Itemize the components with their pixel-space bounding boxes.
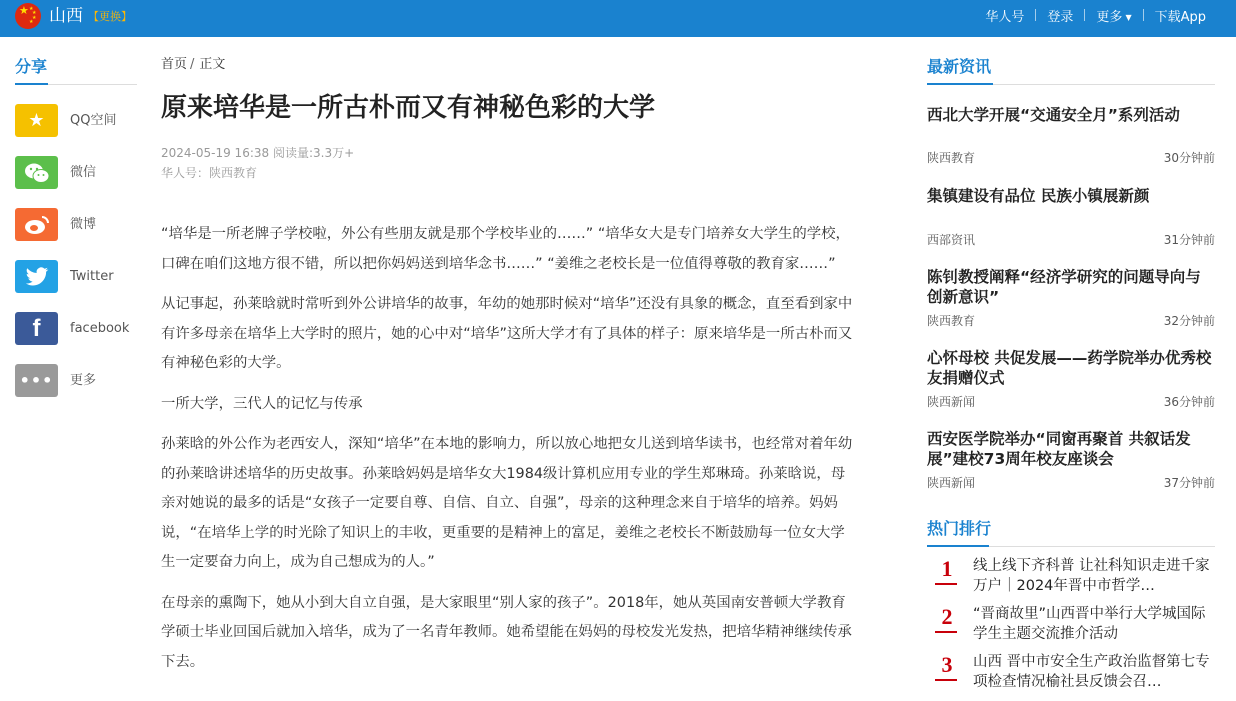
news-item-title: 陈钊教授阐释“经济学研究的问题导向与创新意识” (927, 268, 1201, 306)
article-title: 原来培华是一所古朴而又有神秘色彩的大学 (161, 93, 656, 123)
news-item-time: 30分钟前 (1163, 151, 1215, 165)
share-item-label: Twitter (70, 269, 114, 284)
news-item-source: 陕西新闻 (927, 476, 976, 490)
china-flag-icon: ★ ★ ★ ★ ★ (15, 3, 41, 29)
hot-item[interactable] (927, 653, 1215, 695)
share-title: 分享 (15, 57, 48, 76)
news-item[interactable] (927, 348, 1215, 409)
rank-underline (935, 679, 957, 681)
article-author[interactable]: 华人号：陕西教育 (161, 166, 258, 180)
hot-item[interactable] (927, 605, 1215, 647)
share-wechat-button[interactable] (15, 156, 140, 190)
hot-ranking-title: 热门排行 (927, 519, 992, 538)
weibo-icon (15, 208, 58, 241)
nav-divider (1143, 9, 1144, 21)
news-item-source: 陕西新闻 (927, 395, 976, 409)
chevron-down-icon: ▼ (1125, 12, 1132, 22)
news-item[interactable] (927, 429, 1215, 490)
rank-underline (935, 583, 957, 585)
news-item-time: 37分钟前 (1163, 476, 1215, 490)
share-item-label: 微博 (70, 217, 97, 232)
news-item-title: 集镇建设有品位 民族小镇展新颜 (927, 187, 1150, 205)
top-bar (0, 0, 1236, 37)
qzone-icon: ★ (15, 104, 58, 137)
share-qzone-button[interactable] (15, 104, 140, 138)
change-region-link[interactable]: 【更换】 (88, 10, 132, 23)
news-item-title: 西北大学开展“交通安全月”系列活动 (927, 106, 1180, 124)
hot-item[interactable] (927, 557, 1215, 599)
article-subheading: 一所大学，三代人的记忆与传承 (161, 395, 363, 412)
hot-ranking-header (927, 519, 1215, 539)
share-item-label: QQ空间 (70, 113, 117, 128)
more-menu-label: 更多 (1096, 9, 1123, 25)
latest-news-divider (927, 84, 1215, 85)
more-icon: ••• (15, 364, 58, 397)
article-paragraph: 从记事起，孙莱晗就时常听到外公讲培华的故事，年幼的她那时候对“培华”还没有具象的概念，直至看到家中有许多母亲在培华上大学时的照片，她的心中对“培华”这所大学才有了具体的样子：原来培华是一所古朴而又有神秘色彩的大学。 (161, 296, 853, 371)
breadcrumb (161, 56, 225, 73)
nav-divider (1084, 9, 1085, 21)
rank-underline (935, 631, 957, 633)
news-item[interactable] (927, 267, 1215, 328)
twitter-icon (15, 260, 58, 293)
news-item-time: 36分钟前 (1163, 395, 1215, 409)
article-meta: 2024-05-19 16:38 阅读量:3.3万+ (161, 146, 355, 160)
news-item[interactable] (927, 186, 1215, 247)
share-more-button[interactable] (15, 364, 140, 398)
breadcrumb-current: 正文 (199, 57, 226, 72)
news-item-time: 31分钟前 (1163, 233, 1215, 247)
news-item-source: 陕西教育 (927, 151, 976, 165)
hot-rank-number: 2 (941, 604, 953, 629)
more-menu[interactable] (1096, 6, 1131, 25)
news-item[interactable] (927, 105, 1215, 165)
news-item-time: 32分钟前 (1163, 314, 1215, 328)
facebook-icon: f (15, 312, 58, 345)
hot-item-title: 山西 晋中市安全生产政治监督第七专项检查情况榆社县反馈会召… (973, 654, 1210, 690)
share-item-label: 微信 (70, 165, 97, 180)
article-paragraph: 孙莱晗的外公作为老西安人，深知“培华”在本地的影响力，所以放心地把女儿送到培华读书，也经常对着年幼的孙莱晗讲述培华的历史故事。孙莱晗妈妈是培华女大1984级计算机应用专业的学生郑琳琦。孙莱晗说，母亲对她说的最多的话是“女孩子一定要自尊、自信、自立、自强”，母亲的这种理念来自于培华的培养。妈妈说，“在培华上学的时光除了知识上的丰收，更重要的是精神上的富足，姜维之老校长不断鼓励每一位女大学生一定要奋力向上，成为自己想成为的人。” (161, 436, 853, 570)
news-item-title: 心怀母校 共促发展——药学院举办优秀校友捐赠仪式 (927, 349, 1212, 387)
huarenhao-link[interactable]: 华人号 (985, 9, 1025, 25)
share-item-label: 更多 (70, 373, 97, 388)
nav-divider (1035, 9, 1036, 21)
breadcrumb-separator: / (190, 57, 195, 72)
news-item-title: 西安医学院举办“同窗再聚首 共叙话发展”建校73周年校友座谈会 (927, 430, 1191, 468)
news-item-source: 陕西教育 (927, 314, 976, 328)
hot-rank-number: 3 (941, 652, 953, 677)
download-app-link[interactable]: 下载App (1154, 9, 1206, 25)
share-divider (15, 84, 137, 85)
share-weibo-button[interactable] (15, 208, 140, 242)
breadcrumb-home-link[interactable]: 首页 (161, 57, 188, 72)
hot-ranking-divider (927, 546, 1215, 547)
share-item-label: facebook (70, 321, 130, 336)
region-name: 山西 (49, 6, 83, 26)
hot-item-title: 线上线下齐科普 让社科知识走进千家万户｜2024年晋中市哲学… (973, 558, 1210, 594)
hot-item-title: “晋商故里”山西晋中举行大学城国际学生主题交流推介活动 (973, 606, 1206, 642)
share-facebook-button[interactable] (15, 312, 140, 346)
share-twitter-button[interactable] (15, 260, 140, 294)
top-nav (985, 6, 1206, 24)
latest-news-title: 最新资讯 (927, 57, 992, 76)
wechat-icon (15, 156, 58, 189)
article-paragraph: 在母亲的熏陶下，她从小到大自立自强，是大家眼里“别人家的孩子”。2018年，她从英国南安普顿大学教育学硕士毕业回国后就加入培华，成为了一名青年教师。她希望能在妈妈的母校发光发热，把培华精神继续传承下去。 (161, 594, 852, 670)
article-paragraph: “培华是一所老牌子学校啦，外公有些朋友就是那个学校毕业的……” “培华女大是专门培养女大学生的学校，口碑在咱们这地方很不错，所以把你妈妈送到培华念书……” “姜维之老校长是一位值得尊敬的教育家……” (161, 226, 850, 272)
news-item-source: 西部资讯 (927, 233, 976, 247)
hot-rank-number: 1 (941, 556, 953, 581)
article-body (161, 220, 859, 688)
login-link[interactable]: 登录 (1047, 9, 1074, 25)
latest-news-header (927, 57, 1215, 77)
